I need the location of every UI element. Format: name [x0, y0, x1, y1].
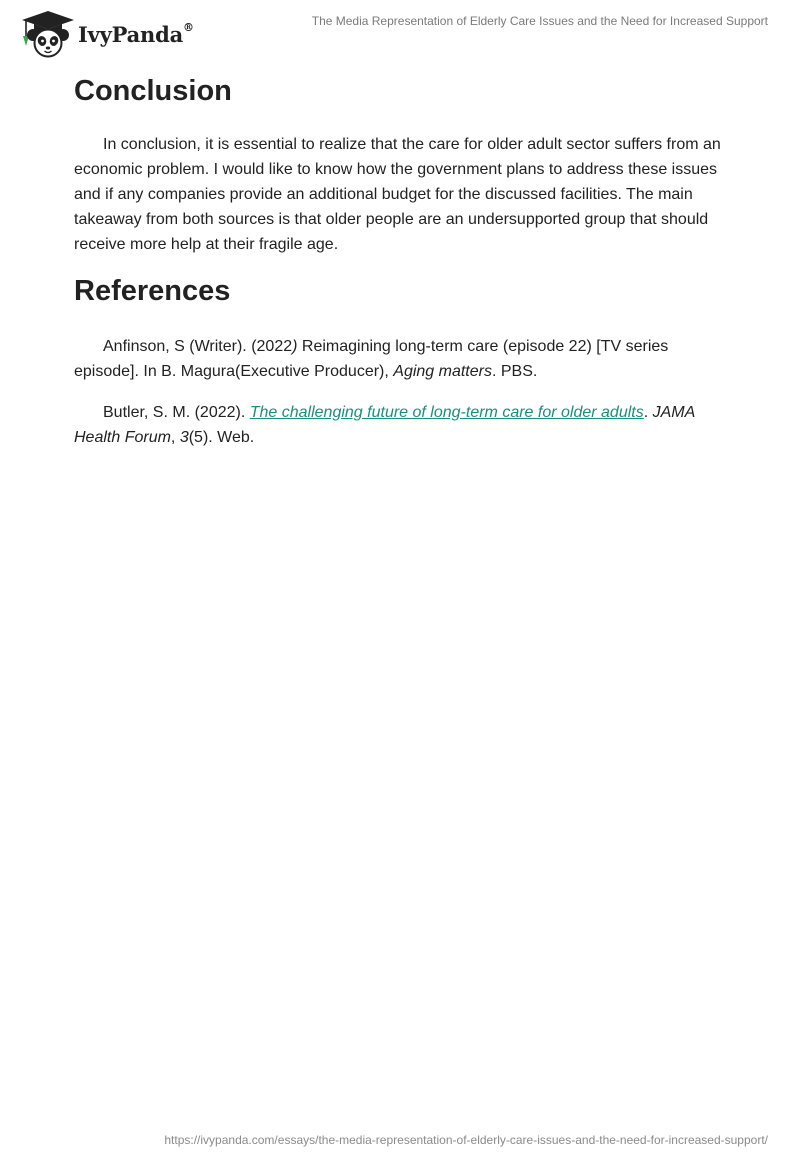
- panda-graduation-cap-icon: [14, 8, 76, 58]
- conclusion-heading: Conclusion: [74, 75, 232, 107]
- conclusion-paragraph: In conclusion, it is essential to realize that the care for older adult sector suffers from an economic problem. I would like to know how the government plans to address these issues and if any companies provide an additional budget for the discussed facilities. The main takeaway from both sources is that older people are an undersupported group that should receive more help at their fragile age.: [74, 136, 721, 253]
- page-header: [0, 0, 800, 62]
- reference-source-title: Aging matters: [393, 363, 492, 380]
- document-body: [74, 70, 734, 450]
- references-heading: References: [74, 275, 231, 307]
- reference-entry-anfinson: Anfinson, S (Writer). (2022) Reimagining long-term care (episode 22) [TV series episode]. In B. Magura(Executive Producer), Aging matters. PBS.: [74, 338, 669, 380]
- reference-journal: JAMA Health Forum: [74, 404, 695, 446]
- reference-volume: 3: [179, 429, 189, 446]
- brand-name: IvyPanda®: [78, 20, 194, 47]
- reference-link[interactable]: The challenging future of long-term care for older adults: [249, 404, 644, 421]
- reference-entry-butler: Butler, S. M. (2022). The challenging future of long-term care for older adults. JAMA Health Forum, 3(5). Web.: [74, 404, 695, 446]
- footer-url[interactable]: https://ivypanda.com/essays/the-media-representation-of-elderly-care-issues-and-the-need-for-increased-support/: [164, 1133, 768, 1147]
- brand-logo[interactable]: [14, 8, 194, 58]
- running-title: The Media Representation of Elderly Care Issues and the Need for Increased Support: [311, 14, 768, 28]
